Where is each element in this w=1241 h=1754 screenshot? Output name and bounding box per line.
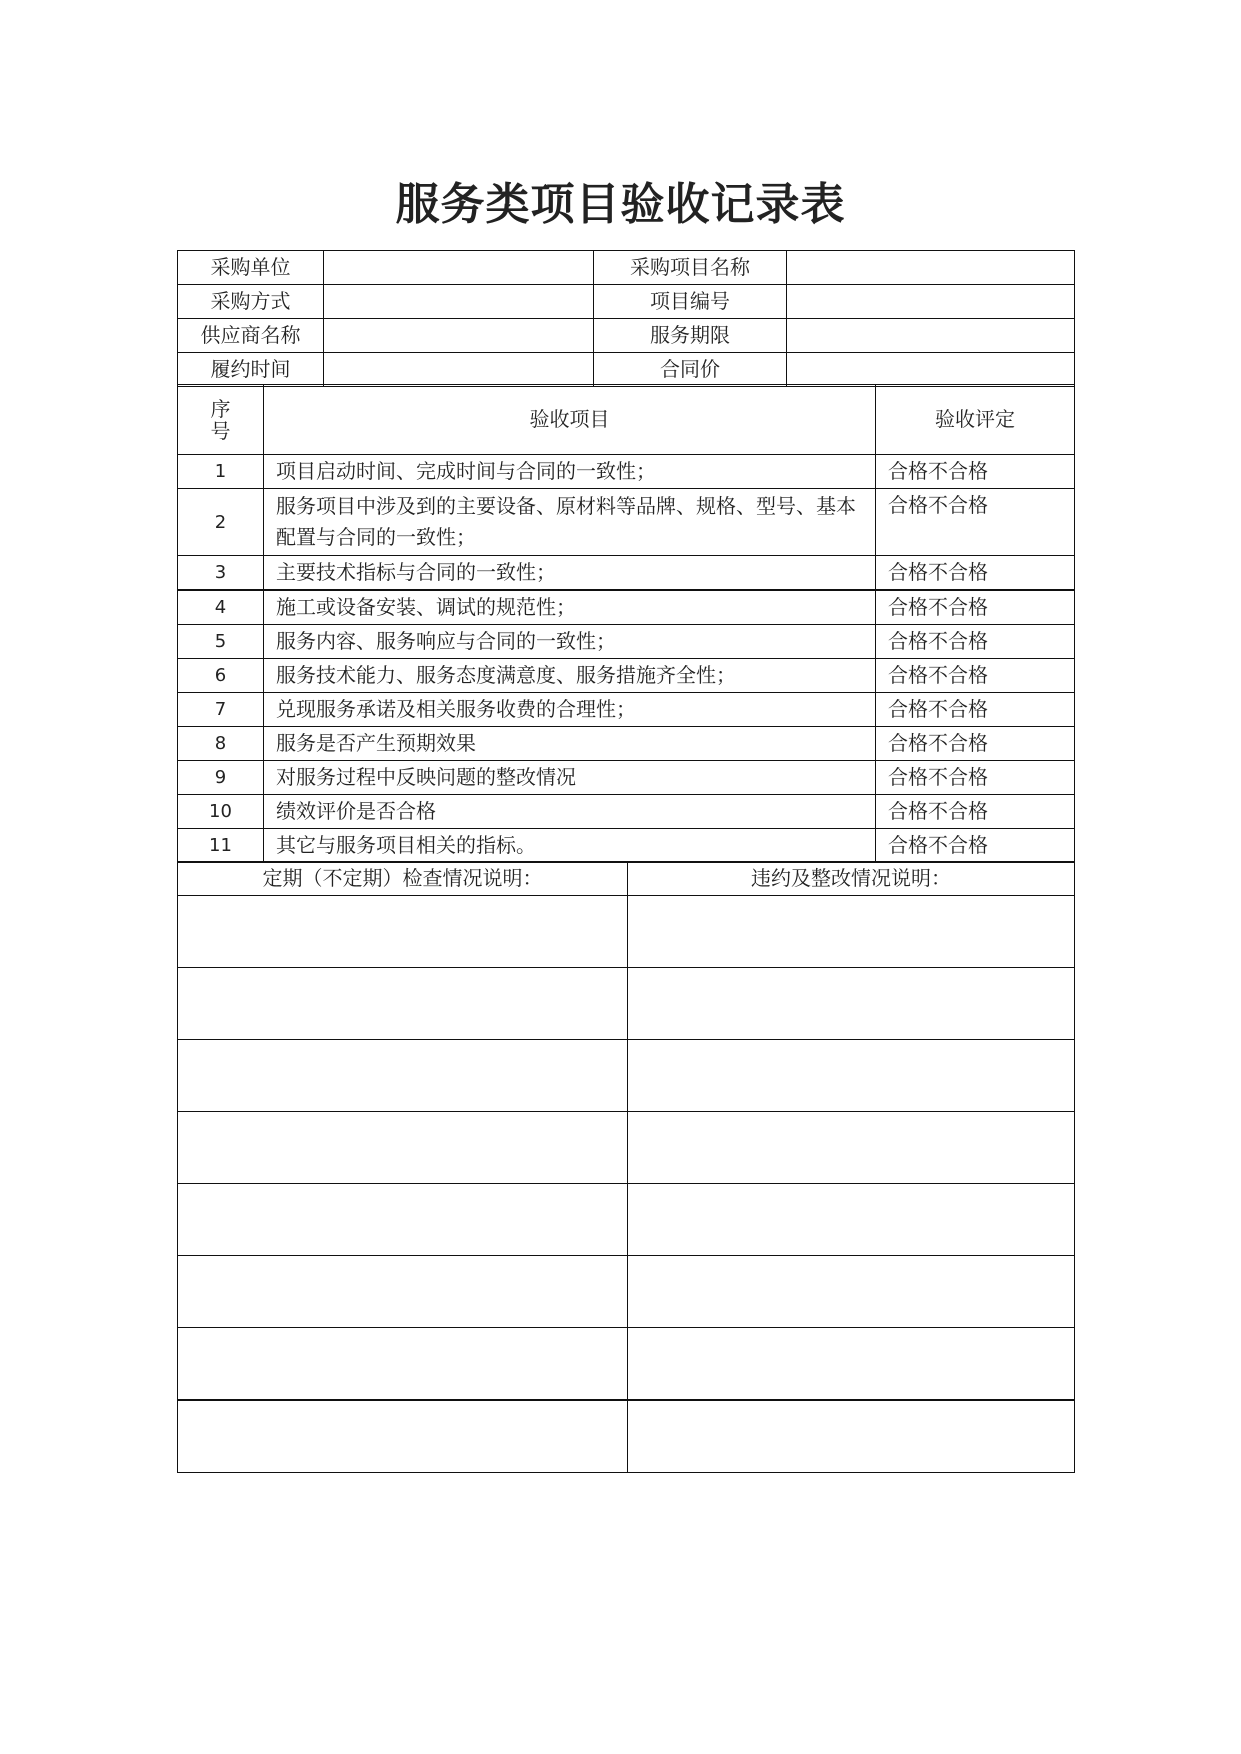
item-result-field[interactable]: 合格不合格: [876, 625, 1075, 659]
inspection-notes-field[interactable]: [178, 1256, 628, 1328]
item-number: 10: [178, 795, 264, 829]
violation-notes-field[interactable]: [628, 1184, 1075, 1256]
inspection-notes-field[interactable]: [178, 1400, 628, 1473]
info-label: 供应商名称: [178, 319, 324, 353]
info-label: 合同价: [594, 353, 787, 387]
item-number: 4: [178, 590, 264, 625]
inspection-notes-field[interactable]: [178, 1112, 628, 1184]
item-number: 2: [178, 489, 264, 556]
inspection-notes-field[interactable]: [178, 1328, 628, 1401]
item-number: 9: [178, 761, 264, 795]
info-value-field[interactable]: [787, 319, 1075, 353]
violation-notes-field[interactable]: [628, 968, 1075, 1040]
violation-notes-field[interactable]: [628, 1040, 1075, 1112]
violation-notes-field[interactable]: [628, 1112, 1075, 1184]
seq-header: [178, 385, 264, 455]
item-row: [178, 829, 1075, 863]
info-label: 采购单位: [178, 251, 324, 285]
page-title: 服务类项目验收记录表: [395, 179, 846, 230]
item-number: 6: [178, 659, 264, 693]
notes-table: [177, 861, 1075, 1473]
item-row: [178, 659, 1075, 693]
notes-row: [178, 1040, 1075, 1112]
item-row: [178, 625, 1075, 659]
notes-row: [178, 1112, 1075, 1184]
notes-row: [178, 896, 1075, 968]
info-row: [178, 285, 1075, 319]
items-header-row: [178, 385, 1075, 455]
info-table: [177, 250, 1075, 387]
item-text: 服务项目中涉及到的主要设备、原材料等品牌、规格、型号、基本配置与合同的一致性；: [264, 489, 876, 556]
item-row: [178, 590, 1075, 625]
item-result-field[interactable]: 合格不合格: [876, 556, 1075, 591]
item-row: [178, 795, 1075, 829]
info-label: 履约时间: [178, 353, 324, 387]
item-result-field[interactable]: 合格不合格: [876, 761, 1075, 795]
notes-header-row: [178, 862, 1075, 896]
seq-header-bottom: 号: [210, 418, 231, 443]
inspection-notes-header: 定期（不定期）检查情况说明：: [178, 862, 628, 896]
item-number: 11: [178, 829, 264, 863]
info-value-field[interactable]: [324, 353, 594, 387]
acceptance-items-table: [177, 384, 1075, 863]
inspection-notes-field[interactable]: [178, 968, 628, 1040]
item-result-field[interactable]: 合格不合格: [876, 659, 1075, 693]
item-number: 1: [178, 455, 264, 489]
item-row: [178, 489, 1075, 556]
item-text: 兑现服务承诺及相关服务收费的合理性；: [264, 693, 876, 727]
item-row: [178, 556, 1075, 591]
inspection-notes-field[interactable]: [178, 1184, 628, 1256]
info-label: 服务期限: [594, 319, 787, 353]
info-row: [178, 353, 1075, 387]
info-label: 采购方式: [178, 285, 324, 319]
notes-row: [178, 1256, 1075, 1328]
item-row: [178, 761, 1075, 795]
seq-header-top: 序: [210, 396, 231, 421]
violation-notes-field[interactable]: [628, 1256, 1075, 1328]
item-text: 对服务过程中反映问题的整改情况: [264, 761, 876, 795]
item-result-field[interactable]: 合格不合格: [876, 590, 1075, 625]
eval-header: 验收评定: [876, 385, 1075, 455]
item-result-field[interactable]: 合格不合格: [876, 795, 1075, 829]
info-value-field[interactable]: [787, 285, 1075, 319]
info-value-field[interactable]: [324, 251, 594, 285]
item-number: 7: [178, 693, 264, 727]
info-label: 采购项目名称: [594, 251, 787, 285]
item-result-field[interactable]: 合格不合格: [876, 727, 1075, 761]
item-text: 服务技术能力、服务态度满意度、服务措施齐全性；: [264, 659, 876, 693]
info-value-field[interactable]: [787, 251, 1075, 285]
item-row: [178, 727, 1075, 761]
inspection-notes-field[interactable]: [178, 896, 628, 968]
info-label: 项目编号: [594, 285, 787, 319]
item-header: 验收项目: [264, 385, 876, 455]
item-text: 施工或设备安装、调试的规范性；: [264, 590, 876, 625]
inspection-notes-field[interactable]: [178, 1040, 628, 1112]
info-value-field[interactable]: [324, 319, 594, 353]
violation-notes-field[interactable]: [628, 1328, 1075, 1401]
item-result-field[interactable]: 合格不合格: [876, 693, 1075, 727]
item-result-field[interactable]: 合格不合格: [876, 829, 1075, 863]
item-row: [178, 693, 1075, 727]
item-text: 项目启动时间、完成时间与合同的一致性；: [264, 455, 876, 489]
item-text: 其它与服务项目相关的指标。: [264, 829, 876, 863]
info-value-field[interactable]: [787, 353, 1075, 387]
notes-row: [178, 1400, 1075, 1473]
info-row: [178, 251, 1075, 285]
item-number: 5: [178, 625, 264, 659]
info-value-field[interactable]: [324, 285, 594, 319]
notes-row: [178, 1328, 1075, 1401]
item-number: 3: [178, 556, 264, 591]
violation-notes-header: 违约及整改情况说明：: [628, 862, 1075, 896]
item-row: [178, 455, 1075, 489]
violation-notes-field[interactable]: [628, 1400, 1075, 1473]
violation-notes-field[interactable]: [628, 896, 1075, 968]
item-result-field[interactable]: 合格不合格: [876, 489, 1075, 556]
notes-row: [178, 968, 1075, 1040]
item-text: 主要技术指标与合同的一致性；: [264, 556, 876, 591]
item-number: 8: [178, 727, 264, 761]
item-text: 服务内容、服务响应与合同的一致性；: [264, 625, 876, 659]
notes-row: [178, 1184, 1075, 1256]
item-text: 服务是否产生预期效果: [264, 727, 876, 761]
info-row: [178, 319, 1075, 353]
item-result-field[interactable]: 合格不合格: [876, 455, 1075, 489]
item-text: 绩效评价是否合格: [264, 795, 876, 829]
